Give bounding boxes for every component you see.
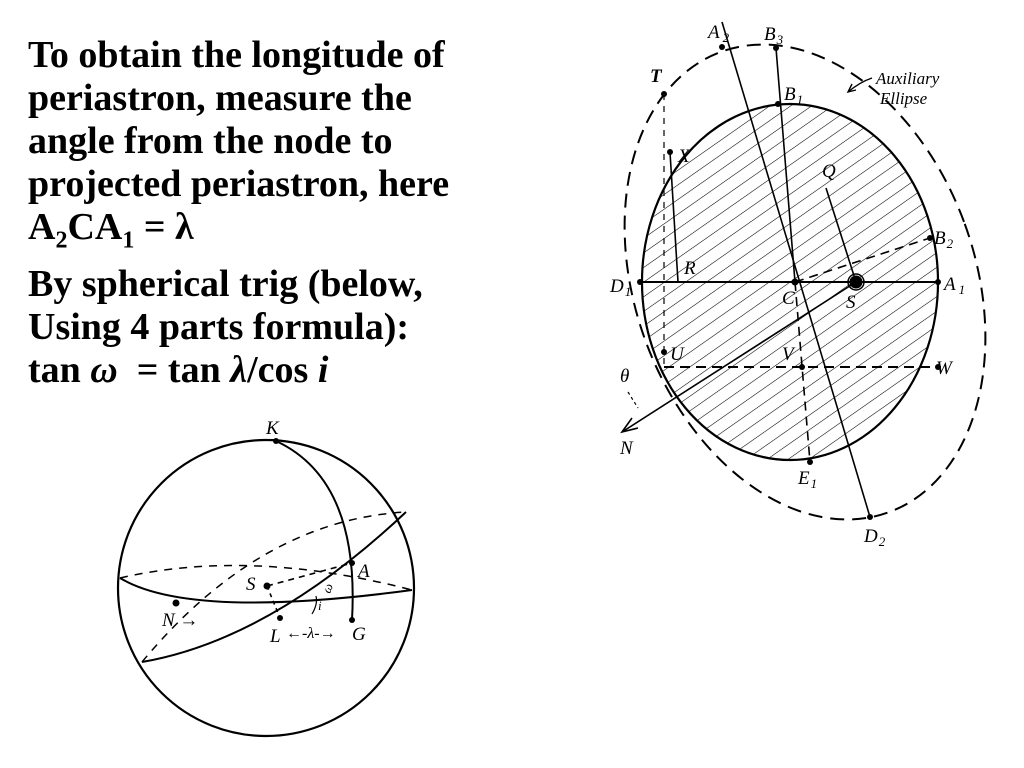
label-q: Q (822, 161, 836, 182)
meridian-k-g (276, 441, 353, 620)
text-line: To obtain the longitude of (28, 34, 445, 76)
formula-part: = tan (117, 349, 231, 391)
label-v: V (782, 344, 794, 365)
sphere-geometry (118, 438, 414, 736)
formula-inclination: i (317, 349, 329, 391)
eq-part: CA (67, 206, 123, 248)
label-s: S (846, 292, 856, 313)
text-line: periastron, measure the (28, 77, 412, 119)
line-s-a (267, 563, 352, 586)
label-omega: ω (318, 581, 336, 596)
label-n: N (620, 438, 633, 459)
label-u: U (670, 344, 684, 365)
text-line: By spherical trig (below, (28, 263, 423, 305)
label-k: K (266, 418, 279, 439)
eq-subscript: 1 (122, 227, 135, 254)
formula-part: /cos (247, 349, 318, 391)
label-b2: $B_2$ (934, 228, 954, 251)
label-g: G (352, 624, 366, 645)
formula-lambda: λ (230, 349, 248, 391)
formula-omega: ω (90, 349, 118, 391)
text-line: angle from the node to (28, 120, 393, 162)
eq-part: = λ (134, 206, 194, 248)
point-l (277, 615, 283, 621)
label-b3: $B_3$ (764, 24, 784, 47)
text-line: projected periastron, here (28, 163, 450, 205)
label-i: i (318, 598, 322, 613)
point-n-sphere (173, 600, 180, 607)
label-a-sphere: A (358, 561, 370, 582)
label-n-sphere: N → (162, 610, 199, 631)
label-a2: A $_2$ (708, 22, 730, 45)
label-d2: $D_2$ (864, 526, 886, 549)
sphere-labels (161, 418, 370, 647)
label-c: C (782, 288, 795, 309)
label-theta: θ (620, 366, 630, 387)
label-t: T (650, 66, 662, 87)
label-l: L (270, 626, 281, 647)
eq-part: A (28, 206, 56, 248)
label-a1: A $_1$ (944, 274, 966, 297)
label-r: R (684, 258, 696, 279)
point-g (349, 617, 355, 623)
point-a-sphere (349, 560, 355, 566)
label-auxiliary: Auxiliary (876, 69, 940, 88)
label-ellipse: Ellipse (880, 89, 928, 108)
label-e1: $E_1$ (798, 468, 818, 491)
label-d1: $D_1$ (610, 276, 632, 299)
label-w: W (936, 358, 952, 379)
formula-part: tan (28, 349, 91, 391)
point-s-sphere (264, 583, 271, 590)
label-x: X (678, 146, 690, 167)
label-s-sphere: S (246, 574, 256, 595)
eq-subscript: 2 (55, 227, 68, 254)
label-b1: $B_1$ (784, 84, 804, 107)
label-lambda: ←-λ-→ (286, 625, 336, 642)
text-line: Using 4 parts formula): (28, 306, 410, 348)
inclination-arc (312, 596, 317, 614)
